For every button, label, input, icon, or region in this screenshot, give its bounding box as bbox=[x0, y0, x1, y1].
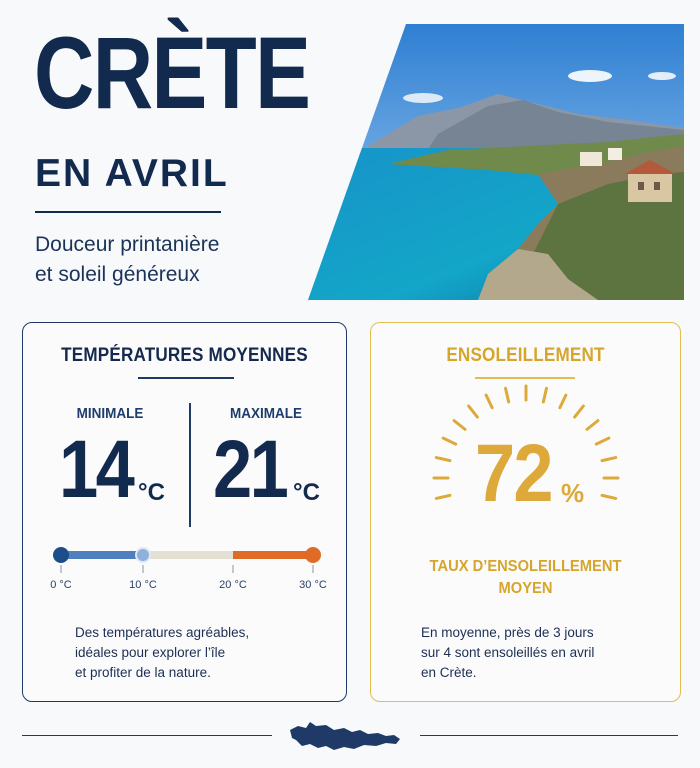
scale-segment-cold bbox=[61, 551, 141, 559]
tagline-line-2: et soleil généreux bbox=[35, 263, 200, 286]
sunshine-card bbox=[370, 322, 681, 702]
scale-label-30: 30 °C bbox=[299, 579, 327, 591]
sunshine-description bbox=[421, 623, 641, 683]
page-title: CRÈTE bbox=[34, 16, 310, 130]
footer-rule-left bbox=[22, 735, 272, 736]
sunshine-caption-line-2: MOYEN bbox=[498, 580, 553, 597]
scale-segment-mild bbox=[141, 551, 233, 559]
title-divider bbox=[35, 211, 221, 213]
sun-ray bbox=[602, 495, 616, 498]
sun-ray bbox=[469, 406, 478, 417]
temperature-scale bbox=[23, 323, 348, 593]
scale-label-0: 0 °C bbox=[50, 579, 72, 591]
sun-ray bbox=[506, 388, 509, 402]
sun-ray bbox=[543, 388, 546, 402]
temperature-description-line-1: Des températures agréables, bbox=[75, 625, 250, 640]
sun-ray bbox=[560, 395, 566, 408]
sun-ray bbox=[486, 395, 492, 408]
temperature-card-title: TEMPÉRATURES MOYENNES bbox=[61, 345, 308, 366]
sunshine-card-title: ENSOLEILLEMENT bbox=[446, 345, 605, 366]
scale-label-20: 20 °C bbox=[219, 579, 247, 591]
sun-ray bbox=[587, 421, 598, 430]
sunshine-caption bbox=[402, 556, 649, 600]
sun-ray bbox=[436, 495, 450, 498]
sun-ray bbox=[575, 406, 584, 417]
sunshine-description-line-2: sur 4 sont ensoleillés en avril bbox=[421, 645, 595, 660]
temperature-description-line-2: idéales pour explorer l’île bbox=[75, 645, 226, 660]
crete-island-icon bbox=[288, 716, 402, 754]
scale-label-10: 10 °C bbox=[129, 579, 157, 591]
sunshine-unit: % bbox=[561, 478, 585, 508]
temperature-description-line-3: et profiter de la nature. bbox=[75, 665, 211, 680]
scale-segment-warm bbox=[233, 551, 313, 559]
sunshine-description-line-1: En moyenne, près de 3 jours bbox=[421, 625, 594, 640]
sunshine-description-line-3: en Crète. bbox=[421, 665, 477, 680]
min-temperature-value: 14 bbox=[59, 424, 133, 515]
tagline-line-1: Douceur printanière bbox=[35, 233, 220, 256]
temperature-description bbox=[75, 623, 325, 683]
min-label: MINIMALE bbox=[76, 405, 144, 422]
scale-max-marker bbox=[305, 547, 321, 563]
scale-min-marker bbox=[53, 547, 69, 563]
sunshine-caption-line-1: TAUX D’ENSOLEILLEMENT bbox=[429, 558, 622, 575]
sun-ray bbox=[436, 458, 450, 461]
sun-ray bbox=[454, 421, 465, 430]
sun-ray bbox=[443, 438, 456, 444]
scale-mid-marker bbox=[136, 548, 150, 562]
min-temperature-unit: °C bbox=[138, 479, 165, 506]
tagline bbox=[35, 230, 315, 290]
crete-coast-photo bbox=[308, 24, 684, 300]
footer-rule-right bbox=[420, 735, 678, 736]
sun-ray bbox=[602, 458, 616, 461]
sunshine-title-rule bbox=[475, 377, 575, 379]
sun-ray bbox=[596, 438, 609, 444]
sunshine-value: 72 bbox=[475, 428, 552, 519]
max-temperature-value: 21 bbox=[213, 424, 287, 515]
max-temperature-unit: °C bbox=[293, 479, 320, 506]
max-label: MAXIMALE bbox=[230, 405, 302, 422]
temperature-card bbox=[22, 322, 347, 702]
page-subtitle: EN AVRIL bbox=[35, 152, 229, 195]
